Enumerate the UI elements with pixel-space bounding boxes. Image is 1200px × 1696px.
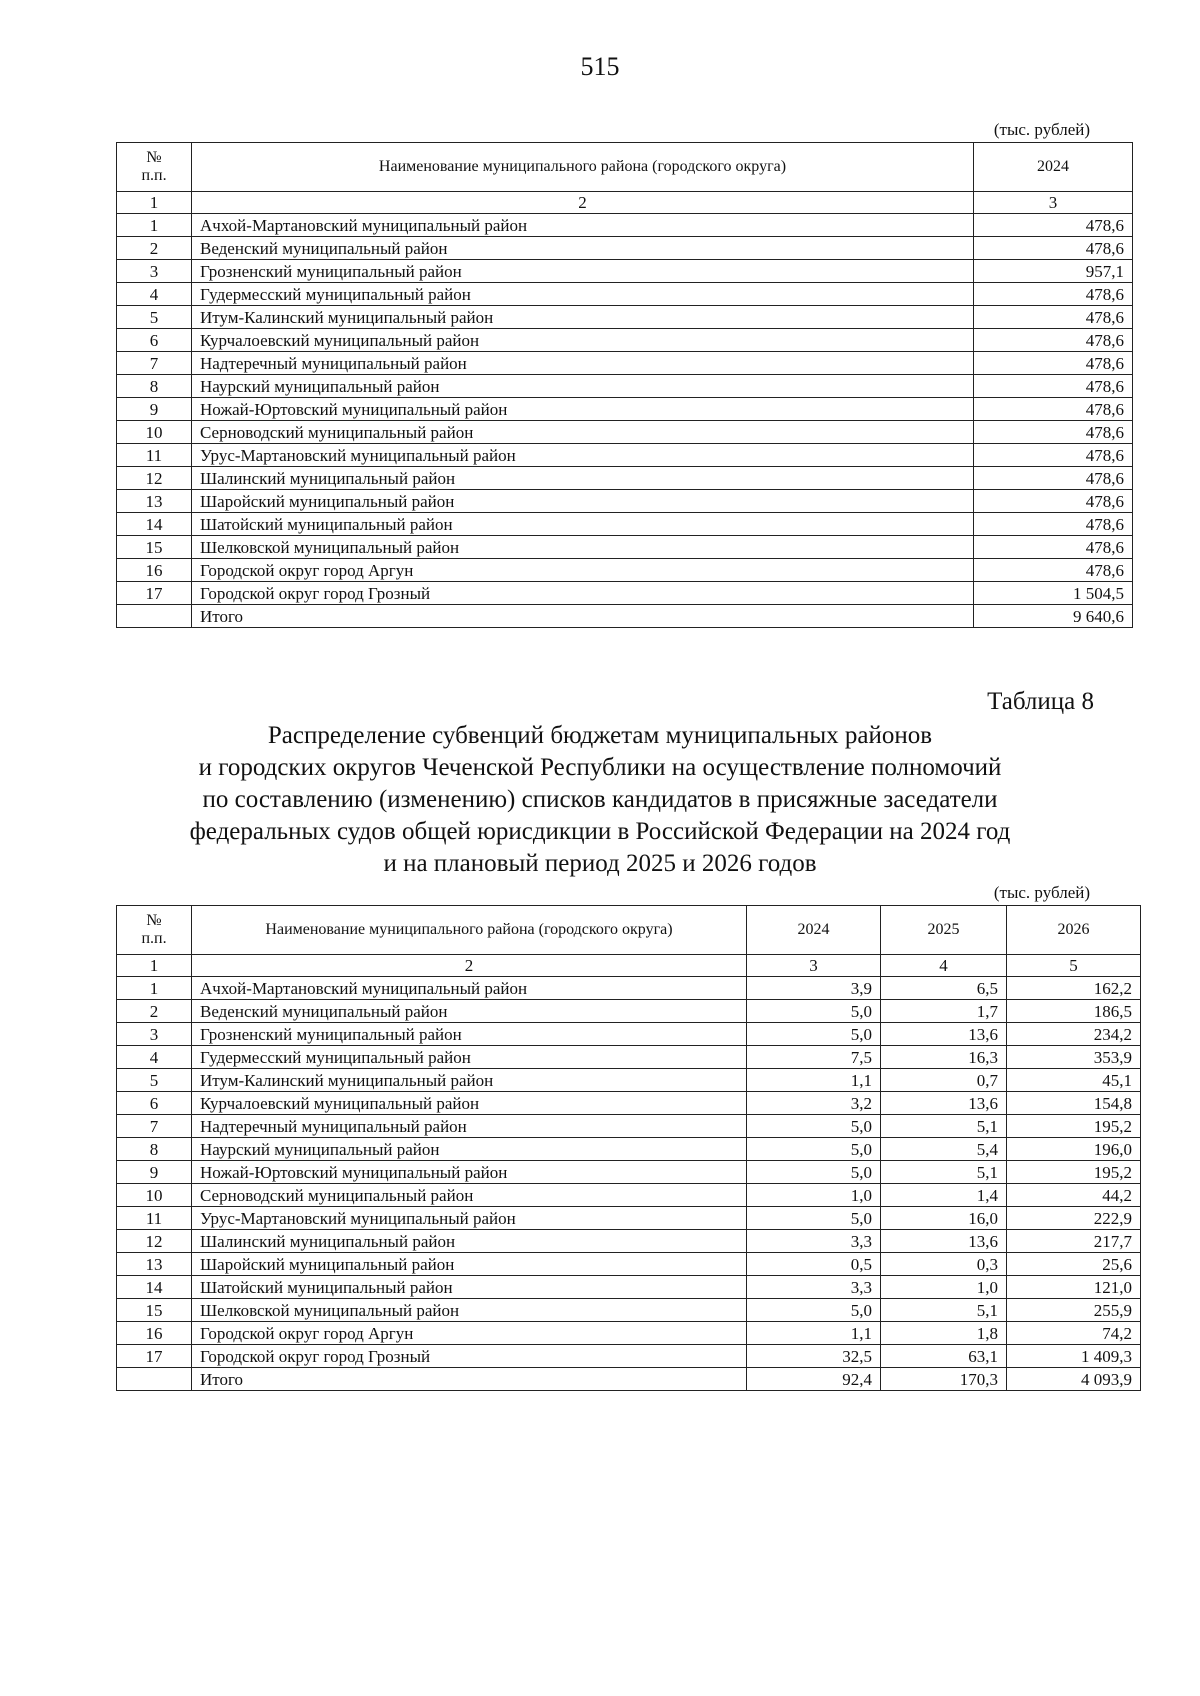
table1 <box>116 142 1133 628</box>
table8-cell-2024: 1,1 <box>747 1069 881 1092</box>
table1-row <box>117 444 1133 467</box>
table1-cell-num: 4 <box>117 283 192 306</box>
table1-cell-name: Ножай-Юртовский муниципальный район <box>192 398 974 421</box>
table8-cell-2024: 32,5 <box>747 1345 881 1368</box>
table8-cell-name: Надтеречный муниципальный район <box>192 1115 747 1138</box>
table8-cell-2024: 3,2 <box>747 1092 881 1115</box>
table8-cell-2025: 1,8 <box>881 1322 1007 1345</box>
table1-cell-2024: 478,6 <box>974 536 1133 559</box>
table8-cell-num: 15 <box>117 1299 192 1322</box>
table8-cell-name: Итого <box>192 1368 747 1391</box>
table8-cell-2025: 13,6 <box>881 1230 1007 1253</box>
table8-cell-name: Ножай-Юртовский муниципальный район <box>192 1161 747 1184</box>
table1-row <box>117 306 1133 329</box>
table1-cell-num: 15 <box>117 536 192 559</box>
table1-cell-2024: 478,6 <box>974 421 1133 444</box>
table8-header-name: Наименование муниципального района (городского округа) <box>192 906 747 955</box>
table8-row <box>117 1069 1141 1092</box>
table8-cell-2024: 3,9 <box>747 977 881 1000</box>
table8-cell-num: 4 <box>117 1046 192 1069</box>
table1-cell-num: 9 <box>117 398 192 421</box>
table8-cell-2026: 186,5 <box>1007 1000 1141 1023</box>
table8-cell-name: Шелковской муниципальный район <box>192 1299 747 1322</box>
table8-cell-2025: 16,0 <box>881 1207 1007 1230</box>
table8-title <box>120 720 1080 880</box>
table8-cell-2026: 44,2 <box>1007 1184 1141 1207</box>
table8-cell-num: 6 <box>117 1092 192 1115</box>
table8-row <box>117 1230 1141 1253</box>
table8-row <box>117 1299 1141 1322</box>
table8-row <box>117 1138 1141 1161</box>
table8-cell-2026: 74,2 <box>1007 1322 1141 1345</box>
table8-cell-2024: 5,0 <box>747 1138 881 1161</box>
table1-cell-name: Грозненский муниципальный район <box>192 260 974 283</box>
table8-cell-2024: 0,5 <box>747 1253 881 1276</box>
table8-cell-num: 17 <box>117 1345 192 1368</box>
table1-row <box>117 513 1133 536</box>
table8-header-2026: 2026 <box>1007 906 1141 955</box>
table8-cell-num: 9 <box>117 1161 192 1184</box>
table1-cell-name: Городской округ город Грозный <box>192 582 974 605</box>
table1-cell-2024: 478,6 <box>974 513 1133 536</box>
table1-cell-2024: 478,6 <box>974 214 1133 237</box>
table1-row <box>117 536 1133 559</box>
table8-cell-num: 16 <box>117 1322 192 1345</box>
page-number: 515 <box>580 52 620 81</box>
table1-row <box>117 237 1133 260</box>
table8-cell-name: Урус-Мартановский муниципальный район <box>192 1207 747 1230</box>
table1-cell-num: 7 <box>117 352 192 375</box>
table1-row <box>117 260 1133 283</box>
table1-cell-name: Шелковской муниципальный район <box>192 536 974 559</box>
table8-cell-2024: 1,1 <box>747 1322 881 1345</box>
table8-cell-2026: 217,7 <box>1007 1230 1141 1253</box>
table8-cell-2026: 25,6 <box>1007 1253 1141 1276</box>
table8-cell-2024: 3,3 <box>747 1276 881 1299</box>
table8-cell-name: Шаройский муниципальный район <box>192 1253 747 1276</box>
table8-cell-2026: 255,9 <box>1007 1299 1141 1322</box>
table1-cell-name: Шалинский муниципальный район <box>192 467 974 490</box>
table8-colnum: 5 <box>1007 955 1141 977</box>
table1-header-num: № п.п. <box>117 143 192 192</box>
table8-cell-2024: 5,0 <box>747 1115 881 1138</box>
table8-cell-2026: 154,8 <box>1007 1092 1141 1115</box>
table8-cell-2026: 121,0 <box>1007 1276 1141 1299</box>
table8-cell-2026: 162,2 <box>1007 977 1141 1000</box>
table8-cell-name: Гудермесский муниципальный район <box>192 1046 747 1069</box>
table1-cell-name: Итум-Калинский муниципальный район <box>192 306 974 329</box>
table8-cell-2026: 4 093,9 <box>1007 1368 1141 1391</box>
table1-cell-2024: 478,6 <box>974 490 1133 513</box>
table1-cell-num: 5 <box>117 306 192 329</box>
table1-cell-num: 3 <box>117 260 192 283</box>
table1-cell-2024: 957,1 <box>974 260 1133 283</box>
table8-cell-2024: 1,0 <box>747 1184 881 1207</box>
table8-row <box>117 1207 1141 1230</box>
table8-cell-2025: 13,6 <box>881 1023 1007 1046</box>
table8-title-line: и городских округов Чеченской Республики на осуществление полномочий <box>198 754 1002 781</box>
table1-cell-2024: 478,6 <box>974 444 1133 467</box>
table8-cell-num: 13 <box>117 1253 192 1276</box>
table8-cell-2025: 16,3 <box>881 1046 1007 1069</box>
table1-cell-name: Урус-Мартановский муниципальный район <box>192 444 974 467</box>
table1-cell-name: Шаройский муниципальный район <box>192 490 974 513</box>
table1-row <box>117 329 1133 352</box>
table1-cell-name: Гудермесский муниципальный район <box>192 283 974 306</box>
table8-cell-num: 2 <box>117 1000 192 1023</box>
table8-cell-2025: 1,4 <box>881 1184 1007 1207</box>
table8-cell-2026: 222,9 <box>1007 1207 1141 1230</box>
table8-cell-2024: 5,0 <box>747 1000 881 1023</box>
table1-header-2024: 2024 <box>974 143 1133 192</box>
table1-cell-name: Курчалоевский муниципальный район <box>192 329 974 352</box>
table8-cell-2024: 3,3 <box>747 1230 881 1253</box>
table1-cell-2024: 9 640,6 <box>974 605 1133 628</box>
table8-cell-2025: 13,6 <box>881 1092 1007 1115</box>
table1-total-row <box>117 605 1133 628</box>
table8-colnum: 2 <box>192 955 747 977</box>
table1-cell-name: Городской округ город Аргун <box>192 559 974 582</box>
table1-colnum: 2 <box>192 192 974 214</box>
table8-cell-2025: 5,1 <box>881 1161 1007 1184</box>
table1-units: (тыс. рублей) <box>993 120 1090 139</box>
table8-cell-2025: 170,3 <box>881 1368 1007 1391</box>
table1-cell-num: 13 <box>117 490 192 513</box>
table8-cell-2026: 195,2 <box>1007 1115 1141 1138</box>
table1-row <box>117 283 1133 306</box>
table8-label: Таблица 8 <box>987 688 1094 715</box>
table8-row <box>117 1184 1141 1207</box>
table8-cell-num: 12 <box>117 1230 192 1253</box>
table8-colnum: 4 <box>881 955 1007 977</box>
table8-cell-name: Шатойский муниципальный район <box>192 1276 747 1299</box>
table8-cell-2024: 5,0 <box>747 1023 881 1046</box>
table8-row <box>117 1023 1141 1046</box>
table1-cell-name: Итого <box>192 605 974 628</box>
table1-cell-name: Наурский муниципальный район <box>192 375 974 398</box>
table8-row <box>117 1092 1141 1115</box>
table8-cell-num: 5 <box>117 1069 192 1092</box>
table8-row <box>117 1276 1141 1299</box>
table1-cell-num: 2 <box>117 237 192 260</box>
table1-row <box>117 559 1133 582</box>
table8-cell-2025: 0,3 <box>881 1253 1007 1276</box>
table8-row <box>117 1322 1141 1345</box>
table1-cell-2024: 478,6 <box>974 375 1133 398</box>
table1-row <box>117 398 1133 421</box>
table1-cell-num: 11 <box>117 444 192 467</box>
table8-cell-num: 8 <box>117 1138 192 1161</box>
table8-cell-num: 3 <box>117 1023 192 1046</box>
table8-cell-num: 1 <box>117 977 192 1000</box>
table8-cell-2025: 0,7 <box>881 1069 1007 1092</box>
table8-cell-name: Курчалоевский муниципальный район <box>192 1092 747 1115</box>
table8-cell-2026: 1 409,3 <box>1007 1345 1141 1368</box>
table1-cell-2024: 478,6 <box>974 467 1133 490</box>
table8-cell-name: Наурский муниципальный район <box>192 1138 747 1161</box>
table8-row <box>117 1345 1141 1368</box>
table1-cell-2024: 478,6 <box>974 398 1133 421</box>
table1-cell-2024: 1 504,5 <box>974 582 1133 605</box>
table8-cell-name: Веденский муниципальный район <box>192 1000 747 1023</box>
table8-title-line: и на плановый период 2025 и 2026 годов <box>383 850 817 877</box>
table8-cell-name: Городской округ город Грозный <box>192 1345 747 1368</box>
table1-row <box>117 375 1133 398</box>
table8-cell-name: Ачхой-Мартановский муниципальный район <box>192 977 747 1000</box>
table1-row <box>117 467 1133 490</box>
table8-total-row <box>117 1368 1141 1391</box>
table8-title-line: Распределение субвенций бюджетам муниципальных районов <box>267 722 933 749</box>
table1-cell-name: Серноводский муниципальный район <box>192 421 974 444</box>
table8-row <box>117 1000 1141 1023</box>
table8-units: (тыс. рублей) <box>993 883 1090 902</box>
table8-cell-2025: 6,5 <box>881 977 1007 1000</box>
table8-row <box>117 1115 1141 1138</box>
table8-cell-2024: 5,0 <box>747 1207 881 1230</box>
table8-cell-num: 14 <box>117 1276 192 1299</box>
table1-cell-num: 17 <box>117 582 192 605</box>
table8-cell-2025: 63,1 <box>881 1345 1007 1368</box>
table8-header-2025: 2025 <box>881 906 1007 955</box>
table1-cell-2024: 478,6 <box>974 352 1133 375</box>
table8-cell-2024: 7,5 <box>747 1046 881 1069</box>
table8-cell-2025: 5,1 <box>881 1115 1007 1138</box>
table8-cell-num: 11 <box>117 1207 192 1230</box>
table8-cell-2025: 5,4 <box>881 1138 1007 1161</box>
table8-colnum: 3 <box>747 955 881 977</box>
table8-cell-num: 7 <box>117 1115 192 1138</box>
table8 <box>116 905 1141 1391</box>
table8-row <box>117 977 1141 1000</box>
table8-cell-2025: 1,7 <box>881 1000 1007 1023</box>
table8-cell-2026: 234,2 <box>1007 1023 1141 1046</box>
table1-row <box>117 582 1133 605</box>
table8-cell-2025: 1,0 <box>881 1276 1007 1299</box>
table1-cell-num: 6 <box>117 329 192 352</box>
table1-cell-num: 16 <box>117 559 192 582</box>
table1-cell-2024: 478,6 <box>974 306 1133 329</box>
table1-cell-num: 14 <box>117 513 192 536</box>
table8-row <box>117 1161 1141 1184</box>
table1-cell-num: 12 <box>117 467 192 490</box>
table8-cell-2024: 5,0 <box>747 1161 881 1184</box>
table8-cell-name: Серноводский муниципальный район <box>192 1184 747 1207</box>
table8-colnum: 1 <box>117 955 192 977</box>
table8-row <box>117 1046 1141 1069</box>
table8-cell-2026: 353,9 <box>1007 1046 1141 1069</box>
table1-header-name: Наименование муниципального района (городского округа) <box>192 143 974 192</box>
table1-cell-2024: 478,6 <box>974 329 1133 352</box>
table1-cell-2024: 478,6 <box>974 237 1133 260</box>
table8-cell-2026: 196,0 <box>1007 1138 1141 1161</box>
table1-cell-name: Шатойский муниципальный район <box>192 513 974 536</box>
table8-row <box>117 1253 1141 1276</box>
table8-cell-2026: 195,2 <box>1007 1161 1141 1184</box>
table8-cell-name: Грозненский муниципальный район <box>192 1023 747 1046</box>
table1-cell-2024: 478,6 <box>974 559 1133 582</box>
table1-cell-name: Веденский муниципальный район <box>192 237 974 260</box>
table1-colnum: 1 <box>117 192 192 214</box>
table8-header-2024: 2024 <box>747 906 881 955</box>
table8-cell-2024: 92,4 <box>747 1368 881 1391</box>
table8-header-num: № п.п. <box>117 906 192 955</box>
table1-cell-2024: 478,6 <box>974 283 1133 306</box>
table1-cell-num <box>117 605 192 628</box>
table8-cell-num: 10 <box>117 1184 192 1207</box>
table1-cell-num: 10 <box>117 421 192 444</box>
table1-cell-name: Ачхой-Мартановский муниципальный район <box>192 214 974 237</box>
table1-cell-num: 8 <box>117 375 192 398</box>
table1-row <box>117 421 1133 444</box>
table1-colnum: 3 <box>974 192 1133 214</box>
table8-cell-2026: 45,1 <box>1007 1069 1141 1092</box>
table1-row <box>117 352 1133 375</box>
table8-cell-num <box>117 1368 192 1391</box>
table1-cell-num: 1 <box>117 214 192 237</box>
table8-cell-2025: 5,1 <box>881 1299 1007 1322</box>
table8-cell-name: Шалинский муниципальный район <box>192 1230 747 1253</box>
table8-title-line: федеральных судов общей юрисдикции в Российской Федерации на 2024 год <box>189 818 1011 845</box>
table8-title-line: по составлению (изменению) списков кандидатов в присяжные заседатели <box>202 786 998 813</box>
table8-cell-2024: 5,0 <box>747 1299 881 1322</box>
table8-cell-name: Итум-Калинский муниципальный район <box>192 1069 747 1092</box>
table1-row <box>117 214 1133 237</box>
table1-cell-name: Надтеречный муниципальный район <box>192 352 974 375</box>
table1-row <box>117 490 1133 513</box>
table8-cell-name: Городской округ город Аргун <box>192 1322 747 1345</box>
